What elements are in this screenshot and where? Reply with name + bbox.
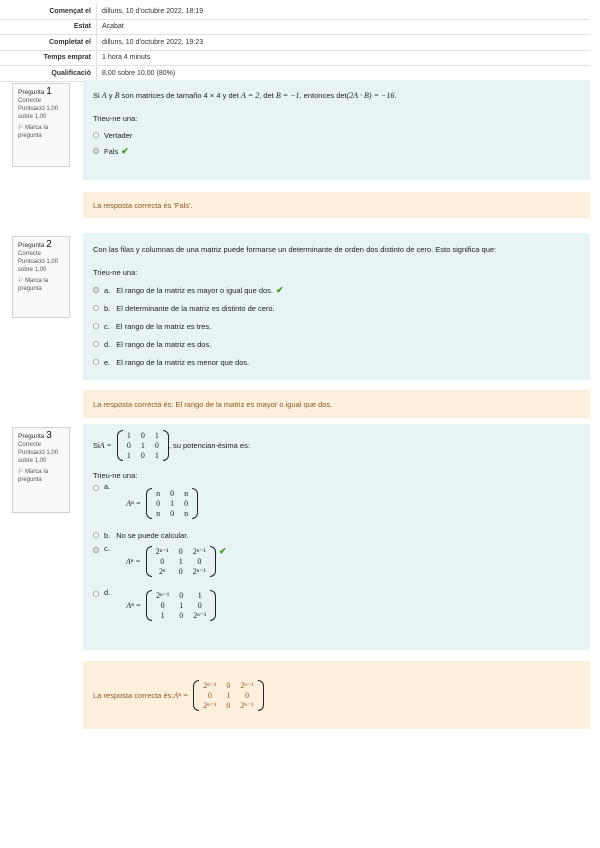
matrix-cell: n	[184, 489, 189, 498]
matrix-cell: 0	[160, 601, 165, 610]
flag-icon: ⚐	[18, 125, 24, 131]
attempt-summary	[0, 4, 590, 82]
option-label: El rango de la matriz es menor que dos.	[116, 357, 250, 367]
text: , su potencia	[168, 441, 212, 450]
flag-question-link[interactable]	[18, 277, 64, 293]
radio-button[interactable]	[93, 305, 99, 311]
correct-check-icon: ✔	[276, 284, 284, 295]
flag-question-link[interactable]	[18, 124, 64, 140]
feedback-text: La resposta correcta és:	[93, 690, 174, 700]
question-3-info	[12, 427, 70, 513]
text: y	[106, 91, 115, 100]
matrix-cell: 0	[178, 547, 183, 556]
radio-button[interactable]	[93, 485, 99, 491]
matrix-cell: 1	[154, 451, 159, 460]
radio-button[interactable]	[93, 341, 99, 347]
matrix-cell: 2ⁿ⁻¹	[193, 611, 207, 620]
matrix-cell: n	[184, 509, 189, 518]
matrix-cell: 1	[154, 431, 159, 440]
question-label: Pregunta	[18, 433, 45, 440]
answer-option[interactable]	[93, 528, 580, 542]
math: Aⁿ =	[126, 499, 142, 508]
summary-value: dilluns, 10 d’octubre 2022, 19:23	[97, 35, 591, 51]
matrix-cell: 0	[197, 601, 202, 610]
summary-row	[0, 4, 590, 19]
question-label: Pregunta	[18, 242, 45, 249]
matrix-cell: 2ⁿ⁻¹	[156, 591, 170, 600]
matrix-cell: 2ⁿ⁻¹	[203, 700, 217, 710]
bracket-right	[192, 488, 198, 519]
question-num: 2	[46, 239, 52, 250]
question-state: Correcte	[18, 251, 42, 257]
correct-check-icon: ✔	[218, 546, 227, 556]
matrix-cell: 0	[156, 499, 161, 508]
question-text	[93, 430, 580, 461]
math: n	[211, 441, 216, 450]
matrix-cell: 1	[197, 591, 202, 600]
question-text	[93, 91, 580, 100]
choose-prompt: Trieu-ne una:	[93, 114, 138, 123]
matrix-cell: 2ⁿ	[158, 567, 166, 576]
option-label: El determinante de la matriz es distinto de cero.	[116, 303, 275, 313]
radio-button-selected[interactable]	[93, 287, 99, 293]
matrix-cell: 0	[126, 441, 131, 450]
answer-option[interactable]	[93, 482, 580, 528]
choose-prompt: Trieu-ne una:	[93, 268, 138, 277]
answer-option[interactable]	[93, 281, 580, 299]
matrix-cell: 1	[126, 451, 131, 460]
flag-question-link[interactable]	[18, 468, 64, 484]
question-number	[18, 241, 64, 250]
answer-option[interactable]	[93, 299, 580, 317]
answer-option[interactable]	[93, 317, 580, 335]
math: Aⁿ =	[126, 601, 142, 610]
text: Si	[93, 91, 102, 100]
matrix-cell: 0	[197, 557, 202, 566]
feedback-text: La resposta correcta és: El rango de la matriz es mayor o igual que dos.	[93, 399, 333, 409]
choose-prompt: Trieu-ne una:	[93, 471, 138, 480]
matrix-cell: 0	[160, 557, 165, 566]
bracket-right	[258, 680, 264, 711]
math: A = 2	[241, 91, 260, 100]
option-letter: c.	[104, 544, 110, 553]
flag-label: Marca la pregunta	[18, 125, 49, 139]
matrix-option-a	[146, 488, 198, 519]
matrix-cell: 1	[160, 611, 165, 620]
question-text: Con las filas y columnas de una matriz puede formarse un determinante de orden dos distinto de cero. Esto significa que:	[93, 245, 497, 254]
summary-row	[0, 50, 590, 66]
matrix-cell: 2ⁿ⁻¹	[203, 680, 217, 690]
answer-option[interactable]	[93, 588, 580, 632]
matrix-grid	[152, 488, 192, 519]
radio-button-selected[interactable]	[93, 547, 99, 553]
option-label: Vertader	[104, 130, 133, 140]
text: , entonces det	[299, 91, 347, 100]
feedback-text: La resposta correcta és 'Fals'.	[93, 200, 193, 210]
correct-check-icon: ✔	[121, 145, 129, 156]
answer-option[interactable]	[93, 143, 580, 159]
summary-value: Acabat	[97, 19, 591, 35]
matrix-cell: 0	[179, 611, 184, 620]
option-label: Fals	[104, 146, 119, 156]
radio-button[interactable]	[93, 532, 99, 538]
bracket-right	[210, 590, 216, 621]
matrix-cell: 2ⁿ⁻¹	[240, 700, 254, 710]
matrix-a	[117, 430, 169, 461]
summary-key: Estat	[0, 19, 97, 35]
option-letter: d.	[104, 339, 111, 349]
matrix-option-d	[146, 590, 216, 621]
math: (2A · B) = −16	[346, 91, 395, 100]
flag-icon: ⚐	[18, 278, 24, 284]
option-label: El rango de la matriz es tres.	[115, 321, 212, 331]
radio-button[interactable]	[93, 132, 99, 138]
answer-option[interactable]	[93, 335, 580, 353]
option-letter: a.	[104, 285, 111, 295]
question-number	[18, 88, 64, 97]
matrix-cell: 2ⁿ⁻¹	[155, 547, 169, 556]
question-1-content	[83, 80, 590, 180]
question-score: Puntuació 1,00 sobre 1,00	[18, 106, 59, 120]
matrix-grid	[123, 430, 163, 461]
matrix-cell: 0	[170, 489, 175, 498]
matrix-feedback	[193, 680, 263, 711]
answer-option[interactable]	[93, 127, 580, 143]
question-1-feedback	[83, 192, 590, 218]
option-label: No se puede calcular.	[116, 530, 189, 540]
summary-row	[0, 35, 590, 51]
matrix-cell: 1	[178, 557, 183, 566]
question-score: Puntuació 1,00 sobre 1,00	[18, 450, 59, 464]
math: Aⁿ =	[173, 690, 189, 700]
matrix-grid	[152, 590, 210, 621]
flag-label: Marca la pregunta	[18, 469, 49, 483]
question-2-feedback	[83, 390, 590, 418]
summary-key: Completat el	[0, 35, 97, 51]
math: A	[101, 91, 107, 100]
matrix-cell: 0	[179, 591, 184, 600]
matrix-cell: n	[156, 489, 161, 498]
question-number	[18, 432, 64, 441]
radio-button[interactable]	[93, 323, 99, 329]
summary-value: 8,00 sobre 10,00 (80%)	[97, 66, 591, 82]
matrix-cell: 0	[207, 690, 212, 700]
math: B	[114, 91, 120, 100]
matrix-cell: 0	[226, 700, 231, 710]
radio-button-selected[interactable]	[93, 148, 99, 154]
option-letter: d.	[104, 588, 111, 597]
summary-key: Qualificació	[0, 66, 97, 82]
text: -ésima es:	[215, 441, 250, 450]
question-num: 1	[46, 86, 52, 97]
matrix-grid	[152, 546, 210, 577]
question-score: Puntuació 1,00 sobre 1,00	[18, 259, 59, 273]
answer-option[interactable]	[93, 353, 580, 371]
flag-label: Marca la pregunta	[18, 278, 49, 292]
matrix-cell: 1	[226, 690, 231, 700]
matrix-cell: n	[156, 509, 161, 518]
math: A =	[99, 441, 112, 450]
matrix-cell: 1	[170, 499, 175, 508]
radio-button[interactable]	[93, 359, 99, 365]
matrix-cell: 0	[178, 567, 183, 576]
question-1-info	[12, 83, 70, 167]
matrix-cell: 1	[126, 431, 131, 440]
matrix-cell: 2ⁿ⁻¹	[192, 567, 206, 576]
text: son matrices de tamaño 4 × 4 y det	[119, 91, 241, 100]
question-3-content	[83, 424, 590, 650]
matrix-option-c	[146, 546, 216, 577]
matrix-cell: 1	[140, 441, 145, 450]
summary-value: dilluns, 10 d’octubre 2022, 18:19	[97, 4, 591, 19]
radio-button[interactable]	[93, 591, 99, 597]
math: B = −1	[275, 91, 300, 100]
matrix-grid	[199, 680, 257, 711]
flag-icon: ⚐	[18, 469, 24, 475]
answer-option[interactable]	[93, 544, 580, 588]
matrix-cell: 0	[140, 431, 145, 440]
option-label: El rango de la matriz es mayor o igual que dos.	[116, 285, 274, 295]
question-state: Correcte	[18, 442, 42, 448]
summary-row	[0, 19, 590, 35]
option-label: El rango de la matriz es dos.	[116, 339, 212, 349]
matrix-cell: 2ⁿ⁻¹	[240, 680, 254, 690]
matrix-cell: 0	[226, 680, 231, 690]
text: .	[394, 91, 397, 100]
matrix-cell: 1	[179, 601, 184, 610]
summary-key: Començat el	[0, 4, 97, 19]
question-label: Pregunta	[18, 89, 45, 96]
text: , det	[259, 91, 276, 100]
matrix-cell: 0	[140, 451, 145, 460]
question-3-feedback	[83, 661, 590, 729]
option-letter: e.	[104, 357, 111, 367]
matrix-cell: 0	[154, 441, 159, 450]
question-state: Correcte	[18, 98, 42, 104]
option-letter: b.	[104, 530, 111, 540]
summary-row	[0, 66, 590, 82]
bracket-right	[210, 546, 216, 577]
summary-value: 1 hora 4 minuts	[97, 50, 591, 66]
summary-key: Temps emprat	[0, 50, 97, 66]
text: Si	[93, 441, 100, 450]
question-2-info	[12, 236, 70, 318]
matrix-cell: 0	[170, 509, 175, 518]
option-letter: a.	[104, 482, 111, 491]
matrix-cell: 2ⁿ⁻¹	[192, 547, 206, 556]
matrix-cell: 0	[244, 690, 249, 700]
math: Aⁿ =	[125, 557, 141, 566]
option-letter: b.	[104, 303, 111, 313]
question-num: 3	[46, 430, 52, 441]
matrix-cell: 0	[184, 499, 189, 508]
question-2-content	[83, 233, 590, 380]
option-letter: c.	[104, 321, 110, 331]
